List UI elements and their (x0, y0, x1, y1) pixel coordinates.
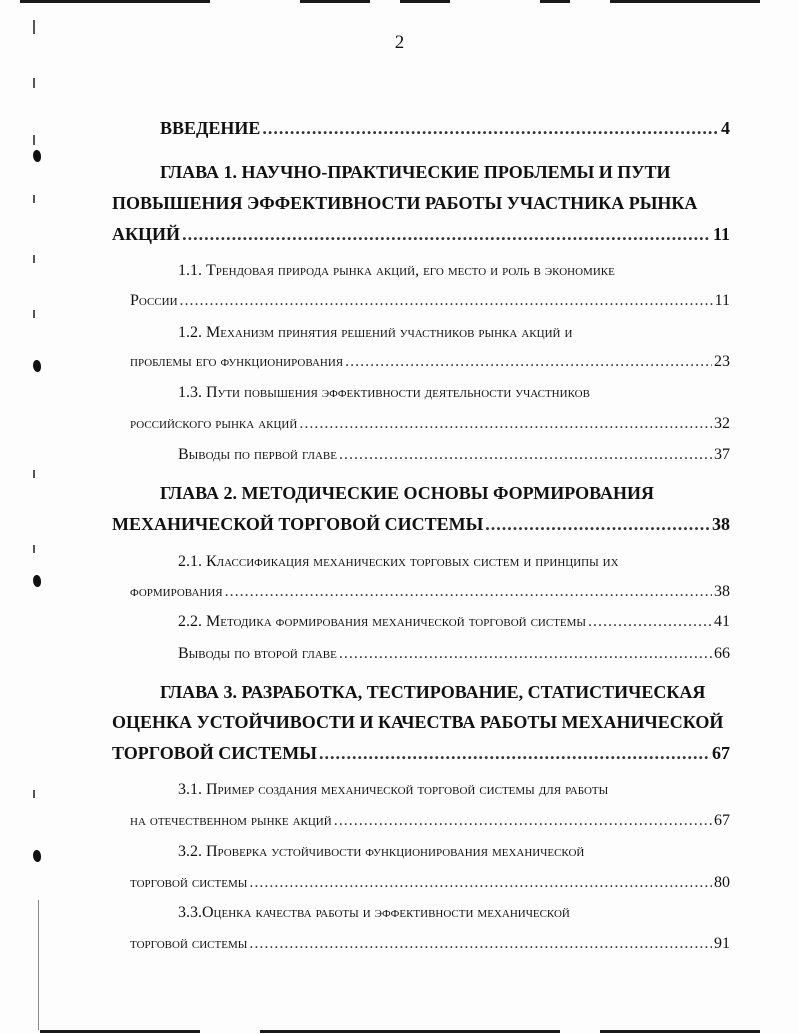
toc-entry-section-3-3[interactable] (130, 935, 730, 953)
toc-entry-page: 80 (714, 874, 730, 891)
section-3-2-line-2: торговой системы (130, 874, 248, 891)
dot-leader (249, 874, 712, 892)
dot-leader (339, 645, 712, 663)
section-1-2-line-2: проблемы его функционирования (130, 353, 344, 370)
toc-entry-chapter-1-conclusions[interactable] (178, 446, 730, 464)
dot-leader (345, 353, 712, 371)
scan-border-top (0, 0, 799, 6)
chapter-1-title-line-2: ПОВЫШЕНИЯ ЭФФЕКТИВНОСТИ РАБОТЫ УЧАСТНИКА РЫНКА (112, 193, 698, 213)
toc-entry-page: 32 (714, 415, 730, 432)
toc-entry-chapter-2-conclusions[interactable] (178, 645, 730, 663)
toc-entry-section-1-1[interactable] (130, 292, 730, 310)
toc-entry-chapter-3[interactable] (112, 743, 730, 764)
toc-entry-intro[interactable] (160, 118, 730, 139)
toc-entry-title: 2.2. Методика формирования механической торговой системы (178, 613, 587, 630)
section-3-3-line-2: торговой системы (130, 935, 248, 952)
dot-leader (334, 812, 712, 830)
toc-entry-page: 67 (714, 812, 730, 829)
chapter-3-title-line-3: ТОРГОВОЙ СИСТЕМЫ (112, 743, 317, 763)
toc-entry-section-2-1[interactable] (130, 583, 730, 601)
toc-entry-page: 11 (712, 224, 730, 244)
dot-leader (588, 613, 712, 631)
toc-entry-page: 23 (714, 353, 730, 370)
section-1-3-line-1: 1.3. Пути повышения эффективности деятельности участников (178, 384, 590, 401)
toc-entry-section-3-2[interactable] (130, 874, 730, 892)
section-3-2-line-1: 3.2. Проверка устойчивости функционирования механической (178, 843, 585, 860)
scan-border-bottom (0, 1028, 799, 1034)
toc-entry-page: 4 (721, 118, 730, 138)
toc-entry-page: 41 (714, 613, 730, 630)
page-number: 2 (394, 32, 405, 53)
toc-entry-chapter-2[interactable] (112, 514, 730, 535)
section-1-2-line-1: 1.2. Механизм принятия решений участников рынка акций и (178, 324, 573, 341)
dot-leader (180, 292, 713, 310)
toc-entry-page: 38 (712, 514, 730, 534)
toc-entry-section-3-1[interactable] (130, 812, 730, 830)
section-3-3-line-1: 3.3.Оценка качества работы и эффективности механической (178, 904, 570, 921)
toc-entry-title: Выводы по второй главе (178, 645, 337, 662)
dot-leader (262, 118, 719, 139)
toc-entry-page: 67 (712, 743, 730, 763)
chapter-3-title-line-2: ОЦЕНКА УСТОЙЧИВОСТИ И КАЧЕСТВА РАБОТЫ МЕХАНИЧЕСКОЙ (112, 712, 724, 732)
chapter-3-title-line-1: ГЛАВА 3. РАЗРАБОТКА, ТЕСТИРОВАНИЕ, СТАТИСТИЧЕСКАЯ (160, 682, 706, 702)
dot-leader (339, 446, 712, 464)
toc-entry-page: 37 (714, 446, 730, 463)
section-3-1-line-2: на отечественном рынке акций (130, 812, 332, 829)
toc-entry-section-1-3[interactable] (130, 415, 730, 433)
section-1-1-line-2: России (130, 292, 178, 309)
toc-entry-page: 91 (714, 935, 730, 952)
toc-entry-page: 11 (714, 292, 730, 309)
dot-leader (319, 743, 710, 764)
dot-leader (249, 935, 712, 953)
section-1-1-line-1: 1.1. Трендовая природа рынка акций, его место и роль в экономике (178, 262, 615, 279)
section-2-1-line-2: формирования (130, 583, 223, 600)
dot-leader (485, 514, 710, 535)
toc-entry-section-2-2[interactable] (178, 613, 730, 631)
toc-entry-title: Выводы по первой главе (178, 446, 337, 463)
toc-entry-chapter-1[interactable] (112, 224, 730, 245)
toc-entry-title: ВВЕДЕНИЕ (160, 118, 261, 138)
chapter-2-title-line-2: МЕХАНИЧЕСКОЙ ТОРГОВОЙ СИСТЕМЫ (112, 514, 484, 534)
chapter-1-title-line-1: ГЛАВА 1. НАУЧНО-ПРАКТИЧЕСКИЕ ПРОБЛЕМЫ И ПУТИ (160, 162, 671, 182)
dot-leader (225, 583, 712, 601)
section-1-3-line-2: российского рынка акций (130, 415, 298, 432)
chapter-1-title-line-3: АКЦИЙ (112, 224, 181, 244)
dot-leader (299, 415, 712, 433)
section-2-1-line-1: 2.1. Классификация механических торговых систем и принципы их (178, 553, 619, 570)
chapter-2-title-line-1: ГЛАВА 2. МЕТОДИЧЕСКИЕ ОСНОВЫ ФОРМИРОВАНИЯ (160, 483, 655, 503)
dot-leader (182, 224, 711, 245)
toc-entry-page: 66 (714, 645, 730, 662)
section-3-1-line-1: 3.1. Пример создания механической торговой системы для работы (178, 781, 609, 798)
toc-entry-section-1-2[interactable] (130, 353, 730, 371)
toc-entry-page: 38 (714, 583, 730, 600)
